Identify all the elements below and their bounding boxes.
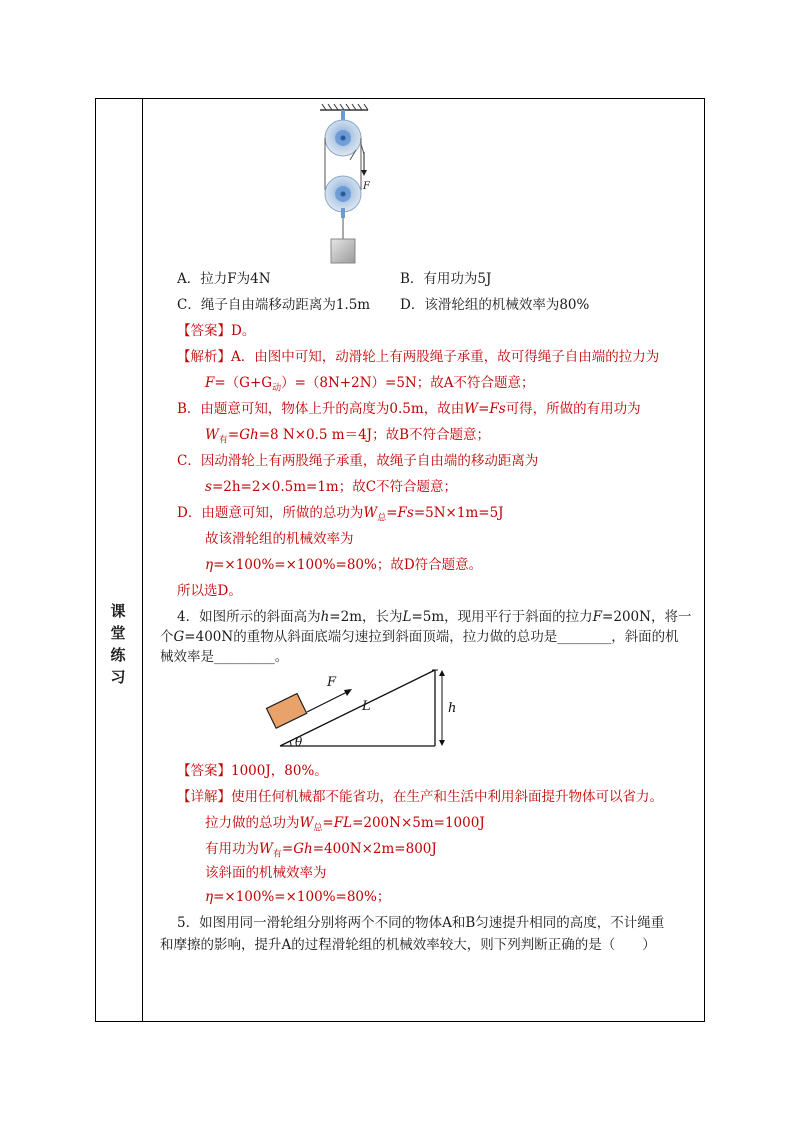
analysis-d-line3: η=×100%=×100%=80%；故D符合题意。 bbox=[205, 557, 483, 573]
length-label: L bbox=[362, 699, 371, 714]
detail-line2: 拉力做的总功为$W_总=FL=200N\times 5m=1000J$ bbox=[205, 815, 485, 834]
q4-stem-line3: 械效率是_________。 bbox=[160, 649, 289, 665]
section-label-char: 堂 bbox=[110, 624, 126, 642]
detail-line3: 有用功为$W_有=Gh=400N\times 2m=800J$ bbox=[205, 841, 437, 860]
analysis-c-line1: C．因动滑轮上有两股绳子承重，故绳子自由端的移动距离为 bbox=[177, 453, 539, 469]
q5-stem-line2: 和摩擦的影响，提升A的过程滑轮组的机械效率较大，则下列判断正确的是（ ） bbox=[160, 937, 656, 953]
detail-line1: 【详解】使用任何机械都不能省功，在生产和生活中利用斜面提升物体可以省力。 bbox=[177, 789, 663, 805]
ceiling-hatch bbox=[320, 104, 368, 110]
analysis-d-line2: 故该滑轮组的机械效率为 bbox=[205, 531, 354, 547]
analysis-d-line1: D．由题意可知，所做的总功为$W_总=Fs=5N\times 1m=5J$ bbox=[177, 505, 504, 524]
section-label-char: 习 bbox=[110, 668, 126, 686]
analysis-a-line2: $F=(G+G_动)=(8N+2N)=5N$；故A不符合题意； bbox=[205, 375, 535, 394]
option-a: A．拉力F为4N bbox=[177, 271, 271, 287]
section-label-char: 练 bbox=[110, 646, 126, 664]
q4-stem-line2: 个G=400N的重物从斜面底端匀速拉到斜面顶端，拉力做的总功是________，斜面的机 bbox=[160, 629, 679, 645]
force-label: F bbox=[363, 181, 370, 192]
detail-line4: 该斜面的机械效率为 bbox=[205, 865, 327, 881]
option-c: C．绳子自由端移动距离为1.5m bbox=[177, 297, 371, 313]
section-label-char: 课 bbox=[110, 602, 126, 620]
angle-label: θ bbox=[295, 735, 303, 749]
analysis-b-line1: B．由题意可知，物体上升的高度为0.5m，故由W=Fs可得，所做的有用功为 bbox=[177, 401, 641, 417]
detail-line5: η=×100%=×100%=80%； bbox=[205, 889, 391, 905]
weight-block bbox=[331, 239, 355, 263]
column-divider bbox=[142, 98, 143, 1022]
pull-force-label: F bbox=[327, 675, 337, 690]
q4-stem-line1: 4．如图所示的斜面高为h=2m，长为L=5m，现用平行于斜面的拉力F=200N，将一 bbox=[177, 609, 692, 625]
analysis-b-line2: $W_有=Gh=8$ N×0.5 m＝4J；故B不符合题意； bbox=[205, 427, 491, 446]
pulley-figure bbox=[312, 100, 392, 270]
block bbox=[266, 694, 306, 729]
analysis-a-line1: 【解析】A．由图中可知，动滑轮上有两股绳子承重，故可得绳子自由端的拉力为 bbox=[177, 349, 660, 365]
pull-force-arrow bbox=[307, 691, 349, 712]
incline-figure bbox=[255, 660, 465, 752]
answer-q3: 【答案】D。 bbox=[177, 323, 256, 339]
height-label: h bbox=[448, 701, 457, 716]
section-label bbox=[103, 600, 133, 688]
option-d: D．该滑轮组的机械效率为80% bbox=[400, 297, 590, 313]
q5-stem-line1: 5．如图用同一滑轮组分别将两个不同的物体A和B匀速提升相同的高度，不计绳重 bbox=[177, 915, 665, 931]
answer-q4: 【答案】1000J，80%。 bbox=[177, 763, 328, 779]
option-b: B．有用功为5J bbox=[400, 271, 492, 287]
analysis-c-line2: s=2h=2×0.5m=1m；故C不符合题意； bbox=[205, 479, 458, 495]
conclusion-q3: 所以选D。 bbox=[177, 583, 242, 599]
